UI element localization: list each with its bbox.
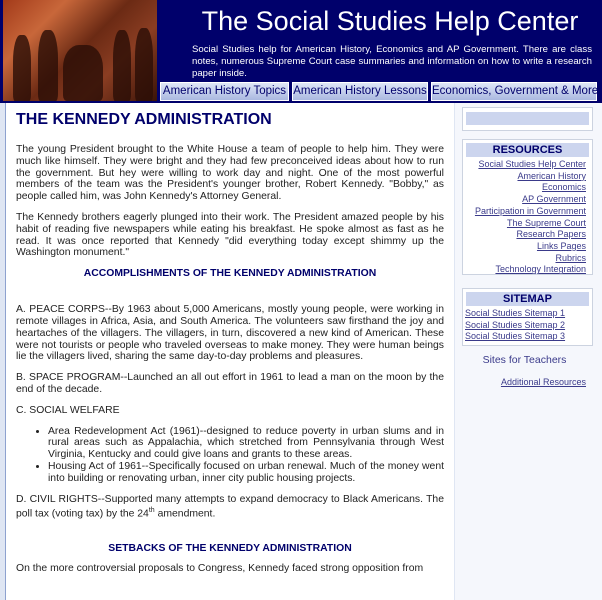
sitemap-link[interactable]: Social Studies Sitemap 1	[465, 308, 566, 318]
paragraph: The Kennedy brothers eagerly plunged into their work. The President amazed people by his habit of reading five newspapers while eating his breakfast. He spoke almost as fast as he read. It was once reported that Kennedy "did everything today except shimmy up the Washington monument."	[16, 211, 444, 259]
resources-heading: RESOURCES	[466, 143, 589, 157]
resources-box	[462, 139, 593, 275]
resource-link[interactable]: Economics	[541, 182, 586, 193]
welfare-list	[16, 426, 444, 485]
sitemap-link[interactable]: Social Studies Sitemap 2	[465, 319, 566, 330]
paragraph: On the more controversial proposals to Congress, Kennedy faced strong opposition from	[16, 562, 424, 574]
sitemap-heading: SITEMAP	[466, 292, 589, 306]
nav-economics-government[interactable]: Economics, Government & More	[431, 82, 597, 101]
sidebar	[455, 103, 602, 600]
paragraph: The young President brought to the White House a team of people to help him. They were much like himself. They were bright and they had few preconceived ideas about how to run the government. But hey were willing to work day and night. One of the most powerful members of the team was the President's younger brother, Robert Kennedy. "Bobby," as people called him, was John Kennedy's Attorney General.	[16, 144, 444, 203]
sitemap-box	[462, 288, 593, 346]
paragraph: B. SPACE PROGRAM--Launched an all out effort in 1961 to lead a man on the moon by the end of the decade.	[16, 372, 444, 395]
section-heading: SETBACKS OF THE KENNEDY ADMINISTRATION	[108, 542, 352, 554]
resource-link[interactable]: Rubrics	[555, 252, 586, 263]
site-title: The Social Studies Help Center	[201, 6, 579, 36]
additional-resources-link[interactable]: Additional Resources	[500, 377, 586, 387]
site-tagline: Social Studies help for American History, Economics and AP Government. There are class notes, numerous Supreme Court case summaries and information on how to write a research paper inside.	[192, 44, 592, 79]
sites-for-teachers: Sites for Teachers	[482, 354, 567, 366]
resource-link[interactable]: Research Papers	[516, 229, 586, 240]
civil-rights-text: D. CIVIL RIGHTS--Supported many attempts to expand democracy to Black Americans. The poll tax (voting tax) by the 24	[16, 493, 444, 520]
paragraph	[16, 494, 444, 521]
header-painting-image	[3, 0, 157, 101]
resource-link[interactable]: Technology Integration	[495, 264, 586, 275]
resource-link[interactable]: American History	[517, 170, 586, 181]
nav-american-history-topics[interactable]: American History Topics	[160, 82, 289, 101]
paragraph: A. PEACE CORPS--By 1963 about 5,000 Americans, mostly young people, were working in remote villages in Africa, Asia, and South America. The volunteers saw firsthand the joy and heartaches of the villagers. The villagers, in turn, discovered a new kind of American. These were not tourists or people who traveled overseas to make money. They were human beings lie the villagers lived, sharing the same day-to-day problems and pleasures.	[16, 304, 444, 363]
sitemap-link[interactable]: Social Studies Sitemap 3	[465, 331, 566, 342]
resource-link[interactable]: AP Government	[522, 194, 586, 205]
resource-link[interactable]: Participation in Government	[474, 205, 586, 216]
resource-link[interactable]: The Supreme Court	[506, 217, 586, 228]
article-content	[5, 103, 454, 600]
list-item: • Area Redevelopment Act (1961)--designed to reduce poverty in urban slums and in rural areas such as Appalachia, which stretched from Pennsylvania through West Virginia, Kentucky and could give loans and grants to these areas.	[48, 426, 444, 461]
section-heading: ACCOMPLISHMENTS OF THE KENNEDY ADMINISTRATION	[83, 268, 377, 280]
paragraph: C. SOCIAL WELFARE	[16, 404, 120, 416]
page-title: THE KENNEDY ADMINISTRATION	[16, 111, 272, 128]
civil-rights-end: amendment.	[154, 508, 216, 520]
ordinal-suffix: th	[148, 507, 155, 515]
resource-link[interactable]: Links Pages	[536, 240, 586, 251]
search-box	[462, 107, 593, 131]
search-bar[interactable]	[466, 112, 589, 125]
list-item: • Housing Act of 1961--Specifically focused on urban renewal. Much of the money went into building or renovating urban, inner city public housing projects.	[48, 461, 444, 485]
site-header	[0, 0, 602, 103]
nav-american-history-lessons[interactable]: American History Lessons	[292, 82, 428, 101]
resource-link[interactable]: Social Studies Help Center	[478, 159, 586, 169]
